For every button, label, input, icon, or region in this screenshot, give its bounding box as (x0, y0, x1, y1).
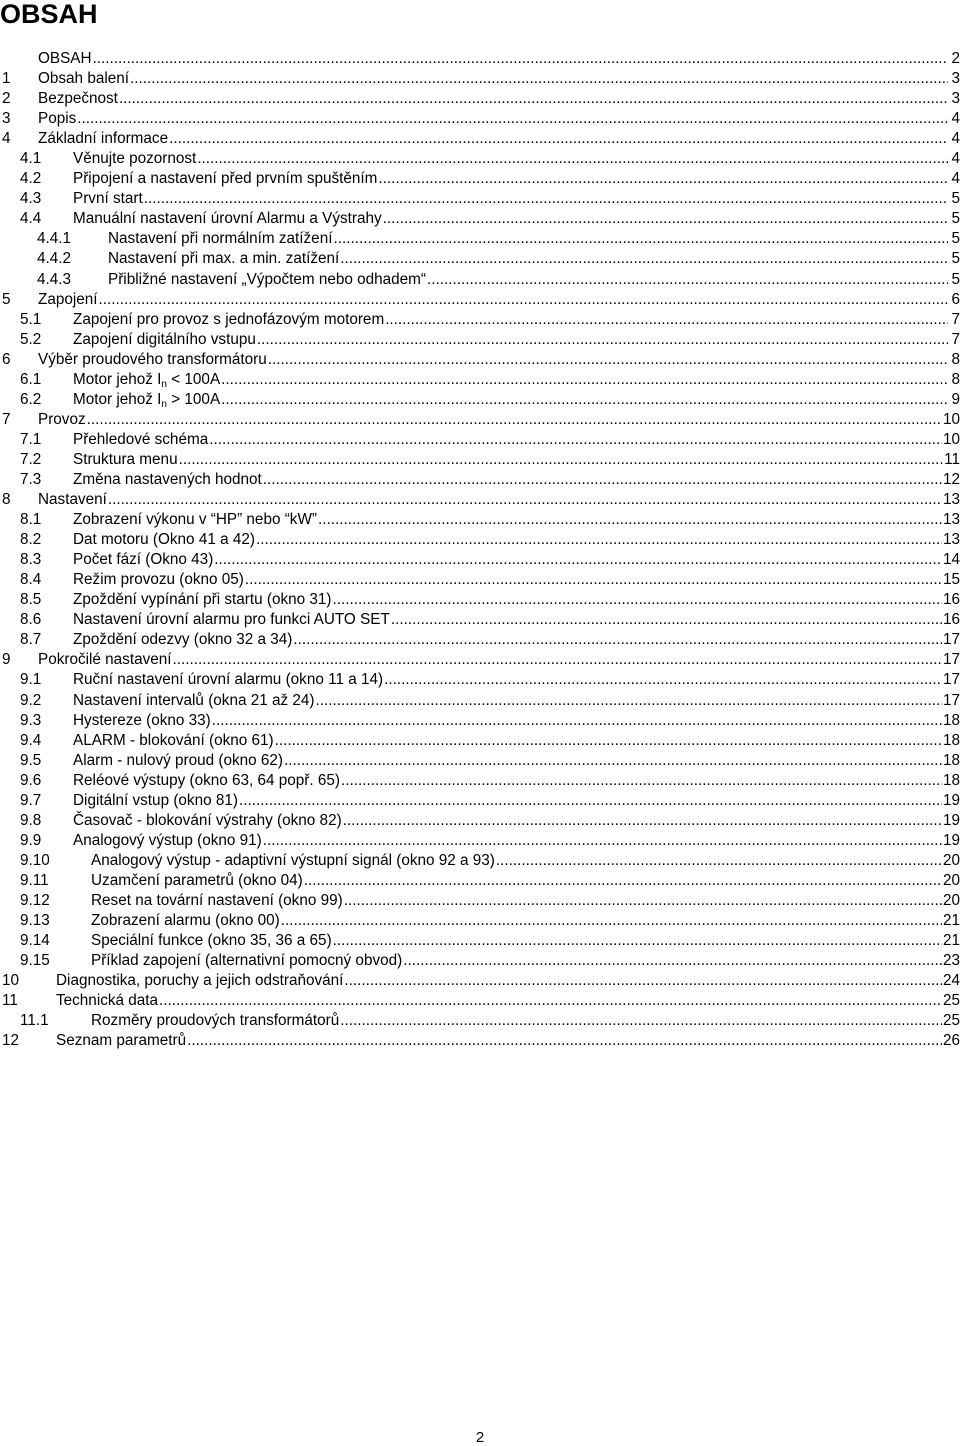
footer-page-number: 2 (475, 1429, 485, 1446)
toc-entry-number: 7.3 (20, 470, 42, 488)
toc-entry[interactable] (2, 410, 960, 430)
toc-entry[interactable] (2, 350, 960, 370)
toc-entry-number: 4.3 (20, 190, 42, 208)
toc-entry-number: 9.5 (20, 751, 42, 769)
toc-leader-dots (316, 691, 942, 711)
toc-entry-page: 3 (951, 70, 960, 88)
toc-entry-label: Počet fází (Okno 43) (73, 551, 214, 569)
page-title: OBSAH (0, 0, 98, 29)
toc-entry[interactable] (2, 270, 960, 290)
toc-entry-subscript: n (161, 378, 167, 390)
toc-entry-page: 20 (942, 871, 960, 889)
toc-entry-page: 11 (944, 450, 960, 468)
toc-entry[interactable] (2, 711, 960, 731)
toc-entry-number: 1 (2, 70, 11, 88)
toc-entry[interactable] (2, 871, 960, 891)
toc-entry[interactable] (2, 189, 960, 209)
toc-entry[interactable] (2, 731, 960, 751)
toc-entry-label: Ruční nastavení úrovní alarmu (okno 11 a 14) (73, 671, 384, 689)
toc-entry-label: ALARM - blokování (okno 61) (73, 731, 274, 749)
toc-entry-label: Digitální vstup (okno 81) (73, 791, 238, 809)
toc-entry-number: 8.7 (20, 631, 42, 649)
toc-entry-number: 9.1 (20, 671, 42, 689)
toc-entry-number: 9.15 (20, 952, 50, 970)
toc-entry-label: Pokročilé nastavení (38, 651, 172, 669)
toc-entry-page: 20 (942, 891, 960, 909)
toc-entry-page: 20 (942, 851, 960, 869)
toc-entry-number: 6.1 (20, 370, 42, 388)
toc-entry[interactable] (2, 290, 960, 310)
toc-entry-number: 6.2 (20, 390, 42, 408)
toc-entry-number: 2 (2, 90, 11, 108)
toc-leader-dots (144, 189, 948, 209)
toc-entry-label: Zobrazení alarmu (okno 00) (91, 912, 280, 930)
toc-leader-dots (384, 670, 942, 690)
toc-entry[interactable] (2, 891, 960, 911)
toc-entry-page: 19 (942, 811, 960, 829)
toc-entry[interactable] (2, 1031, 960, 1051)
toc-entry-number: 9.9 (20, 831, 42, 849)
toc-entry-page: 17 (942, 671, 960, 689)
toc-entry[interactable] (2, 430, 960, 450)
toc-entry-number: 9.14 (20, 932, 50, 950)
toc-leader-dots (281, 911, 942, 931)
toc-entry-label: Uzamčení parametrů (okno 04) (91, 871, 303, 889)
toc-leader-dots (284, 751, 942, 771)
toc-entry-page: 13 (942, 511, 960, 529)
toc-entry[interactable] (2, 450, 960, 470)
toc-leader-dots (119, 89, 948, 109)
toc-entry-label: Zpoždění vypínání při startu (okno 31) (73, 591, 332, 609)
toc-entry-label: Motor jehož $I_n < 100A$ (73, 370, 221, 390)
toc-entry-number: 9.13 (20, 912, 50, 930)
toc-leader-dots (77, 109, 948, 129)
toc-entry-label: Popis (38, 110, 77, 128)
toc-entry[interactable] (2, 971, 960, 991)
toc-leader-dots (93, 49, 948, 69)
toc-entry-label: Přibližné nastavení „Výpočtem nebo odhadem“ (108, 270, 427, 288)
toc-entry-number: 9.2 (20, 691, 42, 709)
toc-entry-label: OBSAH (38, 50, 92, 67)
toc-entry-page: 13 (942, 491, 960, 509)
toc-entry[interactable] (2, 1011, 960, 1031)
toc-entry-number: 8.6 (20, 611, 42, 629)
toc-entry-label: Reset na tovární nastavení (okno 99) (91, 891, 343, 909)
toc-entry-page: 10 (942, 410, 960, 428)
toc-entry-page: 5 (951, 230, 960, 248)
toc-entry[interactable] (2, 109, 960, 129)
toc-entry-label: Dat motoru (Okno 41 a 42) (73, 531, 255, 549)
toc-leader-dots (214, 550, 942, 570)
toc-leader-dots (257, 330, 948, 350)
toc-entry-page: 12 (942, 470, 960, 488)
toc-leader-dots (263, 470, 942, 490)
toc-entry-label: Alarm - nulový proud (okno 62) (73, 751, 284, 769)
toc-entry-label: Manuální nastavení úrovní Alarmu a Výstrahy (73, 210, 382, 228)
toc-entry[interactable] (2, 129, 960, 149)
toc-entry[interactable] (2, 530, 960, 550)
toc-entry-label: Připojení a nastavení před prvním spuštěním (73, 170, 378, 188)
toc-entry-label: Nastavení úrovní alarmu pro funkci AUTO SET (73, 611, 390, 629)
toc-entry-page: 6 (951, 290, 960, 308)
toc-entry-page: 13 (942, 531, 960, 549)
toc-entry-subscript: n (161, 398, 167, 410)
toc-entry-label: Bezpečnost (38, 90, 118, 108)
toc-entry-number: 8 (2, 491, 11, 509)
toc-leader-dots (340, 1011, 942, 1031)
toc-entry[interactable] (2, 831, 960, 851)
toc-entry-label: Seznam parametrů (56, 1032, 187, 1050)
toc-entry[interactable] (2, 89, 960, 109)
toc-entry-number: 5 (2, 290, 11, 308)
toc-entry-number: 4.4.1 (37, 230, 72, 248)
toc-entry-label: Rozměry proudových transformátorů (91, 1012, 340, 1030)
toc-entry[interactable] (2, 751, 960, 771)
toc-entry-label: Věnujte pozornost (73, 150, 197, 168)
toc-entry-page: 17 (942, 631, 960, 649)
toc-entry-page: 24 (942, 972, 960, 990)
toc-entry[interactable] (2, 390, 960, 410)
toc-entry-number: 4.4.2 (37, 250, 72, 268)
toc-entry[interactable] (2, 811, 960, 831)
toc-entry-page: 5 (951, 190, 960, 208)
toc-entry-label: Nastavení při normálním zatížení (108, 230, 333, 248)
toc-entry-number: 8.3 (20, 551, 42, 569)
table-of-contents (2, 49, 960, 1051)
toc-leader-dots (318, 510, 942, 530)
toc-leader-dots (344, 891, 942, 911)
toc-leader-dots (108, 490, 942, 510)
toc-entry-page: 4 (951, 130, 960, 148)
toc-entry-number: 5.1 (20, 310, 42, 328)
toc-entry-number: 8.1 (20, 511, 42, 529)
toc-leader-dots (427, 270, 948, 290)
toc-entry-label: Přehledové schéma (73, 430, 209, 448)
toc-leader-dots (268, 350, 948, 370)
toc-entry-page: 5 (951, 250, 960, 268)
toc-leader-dots (343, 811, 942, 831)
toc-leader-dots (169, 129, 948, 149)
toc-entry-number: 4.4.3 (37, 270, 72, 288)
toc-entry[interactable] (2, 771, 960, 791)
toc-entry-page: 21 (942, 912, 960, 930)
toc-entry-label: Motor jehož $I_n > 100A$ (73, 390, 221, 410)
toc-entry[interactable] (2, 149, 960, 169)
toc-entry[interactable] (2, 931, 960, 951)
toc-entry-label: Zapojení pro provoz s jednofázovým motorem (73, 310, 385, 328)
toc-entry-number: 9 (2, 651, 11, 669)
toc-leader-dots (403, 951, 942, 971)
toc-entry-page: 4 (951, 150, 960, 168)
toc-entry-label: Hystereze (okno 33) (73, 711, 211, 729)
toc-entry-label: Technická data (56, 992, 159, 1010)
toc-entry-label: Zapojení (38, 290, 98, 308)
toc-leader-dots (245, 570, 942, 590)
toc-entry-page: 7 (951, 310, 960, 328)
toc-entry-number: 12 (2, 1032, 20, 1050)
toc-entry[interactable] (2, 670, 960, 690)
toc-entry-number: 3 (2, 110, 11, 128)
toc-entry[interactable] (2, 650, 960, 670)
toc-entry-label: Režim provozu (okno 05) (73, 571, 244, 589)
toc-leader-dots (173, 650, 942, 670)
toc-entry-number: 8.5 (20, 591, 42, 609)
toc-entry[interactable] (2, 330, 960, 350)
toc-entry[interactable] (2, 69, 960, 89)
toc-entry-page: 23 (942, 952, 960, 970)
toc-entry-page: 26 (942, 1032, 960, 1050)
toc-leader-dots (99, 290, 948, 310)
toc-entry[interactable] (2, 590, 960, 610)
toc-leader-dots (275, 731, 942, 751)
toc-leader-dots (187, 1031, 942, 1051)
toc-entry-page: 4 (951, 170, 960, 188)
toc-entry-label: Časovač - blokování výstrahy (okno 82) (73, 811, 342, 829)
toc-leader-dots (383, 209, 948, 229)
toc-entry-page: 19 (942, 791, 960, 809)
toc-entry-page: 18 (942, 711, 960, 729)
toc-entry-label: Změna nastavených hodnot (73, 470, 262, 488)
toc-entry-number: 9.12 (20, 891, 50, 909)
toc-entry[interactable] (2, 791, 960, 811)
toc-leader-dots (221, 390, 948, 410)
toc-entry-page: 17 (942, 691, 960, 709)
toc-entry[interactable] (2, 510, 960, 530)
toc-entry-label: Provoz (38, 410, 86, 428)
toc-entry[interactable] (2, 310, 960, 330)
toc-entry-number: 7 (2, 410, 11, 428)
toc-entry-number: 5.2 (20, 330, 42, 348)
toc-entry-page: 10 (942, 430, 960, 448)
toc-entry-page: 9 (951, 390, 960, 408)
toc-entry-page: 19 (942, 831, 960, 849)
toc-entry-number: 4.1 (20, 150, 42, 168)
toc-entry-page: 15 (942, 571, 960, 589)
toc-entry-page: 8 (951, 350, 960, 368)
toc-leader-dots (212, 711, 942, 731)
toc-entry-page: 25 (942, 992, 960, 1010)
toc-entry-number: 8.4 (20, 571, 42, 589)
toc-entry[interactable] (2, 229, 960, 249)
toc-entry[interactable] (2, 490, 960, 510)
toc-entry-number: 7.2 (20, 450, 42, 468)
toc-leader-dots (344, 971, 942, 991)
toc-entry-page: 2 (951, 50, 960, 67)
toc-leader-dots (340, 249, 948, 269)
toc-entry-label: Nastavení při max. a min. zatížení (108, 250, 340, 268)
toc-entry-label: Výběr proudového transformátoru (38, 350, 267, 368)
toc-leader-dots (197, 149, 948, 169)
toc-leader-dots (221, 370, 948, 390)
toc-entry-page: 7 (951, 330, 960, 348)
toc-entry-page: 18 (942, 751, 960, 769)
toc-entry-number: 9.8 (20, 811, 42, 829)
toc-entry-label: Struktura menu (73, 450, 178, 468)
toc-entry-page: 16 (942, 611, 960, 629)
toc-entry-number: 11 (2, 992, 18, 1010)
toc-entry-page: 5 (951, 210, 960, 228)
toc-entry-number: 7.1 (20, 430, 42, 448)
toc-entry-number: 9.6 (20, 771, 42, 789)
toc-entry-page: 8 (951, 370, 960, 388)
toc-entry-number: 6 (2, 350, 11, 368)
toc-entry[interactable] (2, 570, 960, 590)
toc-leader-dots (333, 590, 942, 610)
toc-entry[interactable] (2, 851, 960, 871)
toc-entry-label: Analogový výstup (okno 91) (73, 831, 262, 849)
toc-entry-label: Reléové výstupy (okno 63, 64 popř. 65) (73, 771, 341, 789)
toc-leader-dots (256, 530, 942, 550)
toc-entry-number: 9.7 (20, 791, 42, 809)
toc-entry-label: Obsah balení (38, 70, 129, 88)
toc-entry-label: Příklad zapojení (alternativní pomocný obvod) (91, 952, 403, 970)
toc-entry-page: 4 (951, 110, 960, 128)
toc-entry[interactable] (2, 370, 960, 390)
toc-entry-number: 9.3 (20, 711, 42, 729)
toc-entry-label: Analogový výstup - adaptivní výstupní signál (okno 92 a 93) (91, 851, 495, 869)
toc-entry-label: Nastavení intervalů (okna 21 až 24) (73, 691, 315, 709)
toc-entry-number: 9.4 (20, 731, 42, 749)
toc-entry-label: Nastavení (38, 491, 107, 509)
toc-entry-page: 21 (942, 932, 960, 950)
toc-entry-page: 25 (942, 1012, 960, 1030)
toc-entry-number: 9.10 (20, 851, 50, 869)
toc-entry[interactable] (2, 691, 960, 711)
toc-entry-page: 5 (951, 270, 960, 288)
toc-entry-label: Zapojení digitálního vstupu (73, 330, 256, 348)
toc-leader-dots (304, 871, 942, 891)
toc-leader-dots (209, 430, 942, 450)
toc-entry[interactable] (2, 249, 960, 269)
toc-entry-label: První start (73, 190, 143, 208)
toc-entry-page: 18 (942, 731, 960, 749)
toc-entry-label: Speciální funkce (okno 35, 36 a 65) (91, 932, 332, 950)
toc-entry-page: 17 (942, 651, 960, 669)
toc-leader-dots (391, 610, 942, 630)
toc-entry-number: 4.2 (20, 170, 42, 188)
toc-entry-number: 4.4 (20, 210, 42, 228)
toc-entry[interactable] (2, 550, 960, 570)
toc-entry-page: 16 (942, 591, 960, 609)
toc-entry[interactable] (2, 169, 960, 189)
toc-leader-dots (179, 450, 944, 470)
toc-entry-label: Diagnostika, poruchy a jejich odstraňování (56, 972, 344, 990)
toc-leader-dots (496, 851, 942, 871)
toc-entry[interactable] (2, 470, 960, 490)
toc-entry[interactable] (2, 911, 960, 931)
toc-leader-dots (333, 931, 942, 951)
toc-leader-dots (385, 310, 948, 330)
toc-entry-number: 9.11 (20, 871, 49, 889)
toc-entry-label: Základní informace (38, 130, 169, 148)
toc-leader-dots (239, 791, 942, 811)
toc-entry-page: 18 (942, 771, 960, 789)
toc-leader-dots (130, 69, 948, 89)
toc-entry[interactable] (2, 209, 960, 229)
toc-entry[interactable] (2, 610, 960, 630)
toc-entry-number: 4 (2, 130, 11, 148)
toc-entry[interactable] (2, 991, 960, 1011)
toc-leader-dots (293, 630, 942, 650)
toc-leader-dots (378, 169, 948, 189)
toc-entry-number: 8.2 (20, 531, 42, 549)
toc-entry-label: Zpoždění odezvy (okno 32 a 34) (73, 631, 293, 649)
toc-entry-label: Zobrazení výkonu v “HP” nebo “kW” (73, 511, 317, 529)
toc-entry-number: 11.1 (20, 1012, 49, 1030)
toc-leader-dots (87, 410, 942, 430)
toc-entry[interactable] (2, 49, 960, 69)
toc-entry-page: 3 (951, 90, 960, 108)
toc-entry-page: 14 (942, 551, 960, 569)
toc-entry[interactable] (2, 630, 960, 650)
toc-entry[interactable] (2, 951, 960, 971)
toc-entry-number: 10 (2, 972, 20, 990)
toc-leader-dots (333, 229, 948, 249)
toc-leader-dots (159, 991, 942, 1011)
toc-leader-dots (341, 771, 942, 791)
toc-leader-dots (263, 831, 942, 851)
